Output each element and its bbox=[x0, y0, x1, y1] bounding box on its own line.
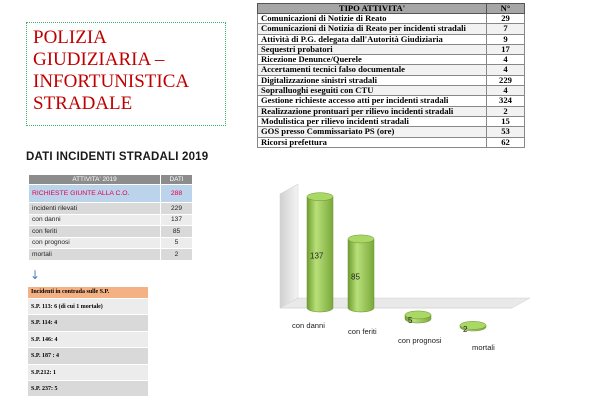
activity-value: 62 bbox=[487, 137, 525, 147]
bar-cylinder-top bbox=[307, 193, 333, 201]
bar-category-label: con prognosi bbox=[398, 336, 442, 345]
activity-value: 17 bbox=[487, 44, 525, 54]
activity-value: 229 bbox=[487, 75, 525, 85]
activity-label: Sequestri probatori bbox=[258, 44, 487, 54]
bar-category-label: con danni bbox=[292, 321, 325, 330]
activity-label: Realizzazione prontuari per rilievo incidenti stradali bbox=[258, 106, 487, 116]
bar-data-label: 2 bbox=[463, 325, 468, 335]
down-arrow-icon: ↓ bbox=[30, 268, 41, 282]
activity-row bbox=[258, 65, 525, 75]
activity-value: 29 bbox=[487, 14, 525, 24]
bar-data-label: 5 bbox=[408, 315, 413, 325]
bar-data-label: 137 bbox=[310, 251, 324, 261]
stats-header-activity: ATTIVITA' 2019 bbox=[29, 175, 161, 185]
activity-table-body bbox=[258, 14, 525, 148]
stats-value: 85 bbox=[161, 226, 193, 238]
stats-label: incidenti rilevati bbox=[29, 203, 161, 215]
bar-chart bbox=[240, 168, 594, 420]
title-line-4: STRADALE bbox=[33, 93, 133, 114]
sp-list bbox=[28, 287, 148, 396]
activity-table-header bbox=[258, 4, 525, 14]
chart-side-wall bbox=[280, 184, 298, 308]
activity-row bbox=[258, 137, 525, 147]
activity-value: 4 bbox=[487, 86, 525, 96]
activity-label: Ricezione Denunce/Querele bbox=[258, 55, 487, 65]
activity-row bbox=[258, 86, 525, 96]
sp-list-item: S.P. 146: 4 bbox=[28, 331, 148, 347]
stats-row bbox=[29, 226, 193, 238]
activity-value: 7 bbox=[487, 24, 525, 34]
stats-header-data: DATI bbox=[161, 175, 193, 185]
title-line-2: GIUDIZIARIA – bbox=[33, 49, 165, 70]
sp-list-header: Incidenti in contrada sulle S.P. bbox=[28, 287, 148, 298]
activity-label: Comunicazioni di Notizie di Reato bbox=[258, 14, 487, 24]
stats-table-header bbox=[29, 175, 193, 185]
stats-row bbox=[29, 237, 193, 249]
activity-row bbox=[258, 55, 525, 65]
activity-row bbox=[258, 96, 525, 106]
stats-label: con danni bbox=[29, 214, 161, 226]
sp-list-item: S.P. 113: 6 (di cui 1 mortale) bbox=[28, 298, 148, 314]
activity-label: Gestione richieste accesso atti per incidenti stradali bbox=[258, 96, 487, 106]
activity-label: Accertamenti tecnici falso documentale bbox=[258, 65, 487, 75]
sp-list-item: S.P. 237: 5 bbox=[28, 380, 148, 396]
stats-value: 229 bbox=[161, 203, 193, 215]
activity-label: Comunicazioni di Notizia di Reato per incidenti stradali bbox=[258, 24, 487, 34]
activity-value: 9 bbox=[487, 34, 525, 44]
sp-list-rows bbox=[28, 298, 148, 396]
stats-label: con feriti bbox=[29, 226, 161, 238]
activity-header-count: N° bbox=[487, 4, 525, 14]
stats-table bbox=[28, 174, 193, 261]
activity-row bbox=[258, 106, 525, 116]
stats-value: 137 bbox=[161, 214, 193, 226]
bar-data-label: 85 bbox=[351, 272, 360, 282]
activity-header-type: TIPO ATTIVITA' bbox=[258, 4, 487, 14]
stats-value: 2 bbox=[161, 249, 193, 261]
bar-cylinder-top bbox=[348, 235, 374, 243]
sp-list-item: S.P. 187 : 4 bbox=[28, 347, 148, 363]
activity-row bbox=[258, 14, 525, 24]
activity-label: Attività di P.G. delegata dall'Autorità Giudiziaria bbox=[258, 34, 487, 44]
sp-list-item: S.P. 114: 4 bbox=[28, 314, 148, 330]
sp-list-item: S.P.212: 1 bbox=[28, 364, 148, 380]
activity-value: 53 bbox=[487, 127, 525, 137]
title-line-3: INFORTUNISTICA bbox=[33, 71, 190, 92]
data-heading: DATI INCIDENTI STRADALI 2019 bbox=[26, 151, 209, 163]
activity-value: 324 bbox=[487, 96, 525, 106]
activity-label: Digitalizzazione sinistri stradali bbox=[258, 75, 487, 85]
stats-label: mortali bbox=[29, 249, 161, 261]
activity-row bbox=[258, 44, 525, 54]
bar-category-label: con feriti bbox=[348, 327, 377, 336]
title-box bbox=[26, 22, 226, 126]
stats-row bbox=[29, 249, 193, 261]
activity-label: Modulistica per rilievo incidenti stradali bbox=[258, 116, 487, 126]
activity-row bbox=[258, 116, 525, 126]
activity-label: Sopralluoghi eseguiti con CTU bbox=[258, 86, 487, 96]
activity-table bbox=[257, 3, 525, 148]
title-line-1: POLIZIA bbox=[33, 27, 107, 48]
activity-value: 4 bbox=[487, 65, 525, 75]
stats-highlight-row bbox=[29, 185, 193, 203]
activity-label: GOS presso Commissariato PS (ore) bbox=[258, 127, 487, 137]
stats-highlight-label: RICHIESTE GIUNTE ALLA C.O. bbox=[29, 185, 161, 203]
activity-value: 2 bbox=[487, 106, 525, 116]
bar-category-label: mortali bbox=[472, 343, 495, 352]
activity-value: 4 bbox=[487, 55, 525, 65]
stats-row bbox=[29, 203, 193, 215]
stats-value: 5 bbox=[161, 237, 193, 249]
activity-label: Ricorsi prefettura bbox=[258, 137, 487, 147]
stats-table-body bbox=[29, 185, 193, 261]
activity-value: 15 bbox=[487, 116, 525, 126]
activity-row bbox=[258, 127, 525, 137]
activity-row bbox=[258, 75, 525, 85]
activity-row bbox=[258, 24, 525, 34]
activity-row bbox=[258, 34, 525, 44]
stats-row bbox=[29, 214, 193, 226]
stats-highlight-value: 288 bbox=[161, 185, 193, 203]
stats-label: con prognosi bbox=[29, 237, 161, 249]
